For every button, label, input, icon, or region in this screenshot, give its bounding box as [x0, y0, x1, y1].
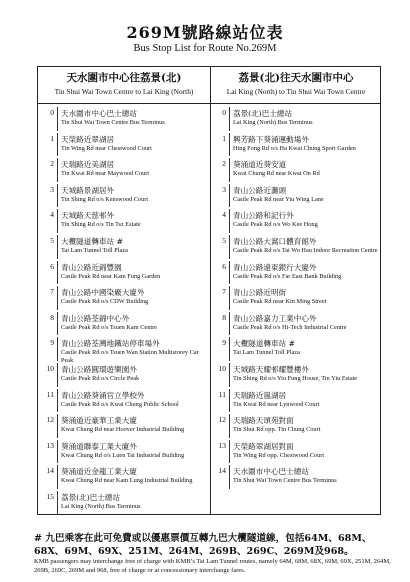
- stop-name-zh: 荔景(北)巴士總站: [61, 493, 121, 502]
- stop-row: [38, 235, 210, 259]
- stop-name-zh: 荔景(北)巴士總站: [233, 109, 293, 118]
- stop-number: 9: [222, 338, 226, 348]
- stop-number: 0: [50, 108, 54, 117]
- stop-bar: [57, 414, 58, 438]
- stop-name-zh: 青山公路近錦豐園: [61, 262, 122, 272]
- stop-name-zh: 青山公路中國染廠大廈外: [61, 288, 145, 298]
- stop-name-zh: 青山公路圓環遊樂園外: [61, 365, 137, 374]
- stop-name-zh: 青山公路嘉力工業中心外: [233, 313, 317, 323]
- stop-row: [38, 184, 210, 208]
- stop-bar: [229, 209, 230, 233]
- stop-bar: [57, 158, 58, 182]
- stop-name-zh: 葵涌道近豪華工業大廈: [61, 416, 137, 426]
- stop-bar: [57, 337, 58, 361]
- stop-number: 12: [218, 415, 226, 425]
- stop-name-en: Castle Peak Rd near Kam Fung Garden: [61, 272, 161, 280]
- stop-number: 7: [50, 287, 54, 297]
- stop-bar: [57, 440, 58, 464]
- stop-bar: [57, 107, 58, 131]
- stop-name-en: Tin Wing Rd opp. Chestwood Court: [233, 451, 325, 459]
- stop-bar: [57, 261, 58, 285]
- stop-row: [210, 158, 382, 182]
- page-subtitle: Bus Stop List for Route No.269M: [133, 43, 277, 54]
- stop-bar: [229, 312, 230, 336]
- stop-number: 4: [222, 210, 226, 220]
- stop-row: [38, 465, 210, 489]
- stop-bar: [229, 363, 230, 387]
- footnote-zh-text: 九巴乘客在此可免費或以優惠票價互轉九巴大欖隧道線，包括64M、68M、68X、69M、69X、251M、264M、269B、269C、269M及968。: [34, 533, 372, 557]
- stop-row: [38, 389, 210, 413]
- stop-bar: [229, 184, 230, 208]
- stop-number: 13: [46, 440, 54, 450]
- stop-number: 3: [222, 184, 226, 194]
- stop-bar: [229, 261, 230, 285]
- stop-row: [38, 414, 210, 438]
- stop-row: [210, 209, 382, 233]
- stop-name-en: Tin Shing Rd o/s Yiu Fung House, Tin Yiu Estate: [233, 375, 358, 382]
- stop-bar: [57, 184, 58, 208]
- stop-name-zh: 天水圍市中心巴士總站: [61, 109, 137, 118]
- left-header-zh: 天水圍市中心往荔景(北): [66, 72, 182, 84]
- stop-row: [210, 133, 382, 157]
- stop-bar: [229, 465, 230, 489]
- stop-name-zh: 葵涌道聯泰工業大廈外: [61, 441, 137, 451]
- stop-name-zh: 天瑞路近美湖居: [61, 160, 115, 170]
- stop-bar: [57, 209, 58, 233]
- stop-name-zh: 青山公路和記行外: [233, 211, 294, 221]
- stop-name-en: Tin Wing Rd near Chestwood Court: [61, 144, 152, 152]
- stop-name-en: Tin Shing Rd o/s Tin Tsz Estate: [61, 221, 141, 229]
- stop-bar: [229, 414, 230, 438]
- right-column-header: [210, 67, 382, 103]
- stop-row: [210, 286, 382, 310]
- stop-bar: [57, 465, 58, 489]
- left-header-en: Tin Shui Wai Town Centre to Lai King (North): [54, 87, 194, 96]
- stop-number: 14: [46, 466, 54, 476]
- stop-row: [38, 107, 210, 131]
- stop-number: 5: [222, 236, 226, 245]
- stop-row: [38, 491, 210, 515]
- stop-number: 8: [222, 312, 226, 322]
- stop-name-zh: 青山公路大窩口體育館外: [233, 237, 317, 246]
- footnote-zh: [34, 532, 389, 558]
- stop-name-en: Tai Lam Tunnel Toll Plaza: [233, 349, 300, 357]
- stop-row: [38, 363, 210, 387]
- stop-bar: [229, 107, 230, 131]
- stop-bar: [229, 158, 230, 182]
- stop-bar: [229, 337, 230, 361]
- stop-number: 11: [218, 389, 226, 399]
- stop-table: [37, 66, 381, 515]
- stop-number: 8: [50, 312, 54, 322]
- stop-row: [38, 209, 210, 233]
- stop-name-en: Tin Kwai Rd near Maywood Court: [61, 170, 150, 178]
- stop-name-en: Castle Peak Rd o/s Wo Kee Hong: [233, 221, 318, 229]
- stop-row: [38, 158, 210, 182]
- stop-bar: [57, 312, 58, 336]
- stop-bar: [229, 133, 230, 157]
- stop-name-en: Kwai Chung Rd near Kam Lung Industrial Building: [61, 477, 193, 485]
- stop-number: 4: [50, 210, 54, 220]
- stop-name-zh: 青山公路荃灣地鐵站停車場外: [61, 339, 160, 349]
- stop-name-en: Lai King (North) Bus Terminus: [61, 503, 141, 510]
- stop-name-en: Tin Shui Wai Town Centre Bus Terminus: [61, 119, 165, 126]
- stop-name-zh: 青山公路荃錦中心外: [61, 313, 130, 323]
- stop-name-en: Kwai Chung Rd o/s Luen Tai Industrial Building: [61, 451, 185, 459]
- stop-bar: [57, 491, 58, 515]
- stop-row: [210, 235, 382, 259]
- stop-name-en: Hing Fong Rd o/s Ha Kwai Chung Sport Garden: [233, 144, 356, 152]
- stop-row: [38, 337, 210, 364]
- stop-name-zh: 天瑞路近嵐湖居: [233, 390, 287, 400]
- stop-bar: [57, 235, 58, 259]
- stop-row: [38, 440, 210, 464]
- page-title: 269M號路線站位表: [126, 23, 284, 42]
- stop-name-zh: 大欖隧道轉車站 #: [233, 339, 295, 349]
- stop-name-en: Tin Shui Wai Town Centre Bus Terminus: [233, 477, 337, 485]
- stop-name-zh: 青山公路遠東銀行大廈外: [233, 262, 317, 272]
- stop-number: 6: [222, 261, 226, 271]
- stop-name-en: Castle Peak Rd o/s Tsuen Kam Centre: [61, 323, 157, 331]
- right-header-zh: 荔景(北)往天水圍市中心: [238, 72, 354, 84]
- stop-number: 13: [218, 440, 226, 450]
- stop-number: 2: [222, 159, 226, 169]
- stop-name-zh: 天水圍市中心巴士總站: [233, 467, 309, 477]
- stop-name-en: Castle Peak Rd o/s Kwai Chung Public School: [61, 400, 179, 408]
- stop-name-zh: 天榮路近翠湖居: [61, 134, 115, 144]
- stop-row: [210, 337, 382, 361]
- stop-row: [210, 184, 382, 208]
- stop-number: 14: [218, 466, 226, 476]
- stop-number: 11: [46, 389, 54, 399]
- stop-bar: [57, 133, 58, 157]
- stop-bar: [57, 286, 58, 310]
- stop-name-zh: 葵涌道近金龍工業大廈: [61, 467, 137, 477]
- stop-name-zh: 天瑞路天頌苑對面: [233, 416, 294, 426]
- stop-number: 2: [50, 159, 54, 169]
- stop-name-zh: 天榮路翠湖居對面: [233, 441, 294, 451]
- stop-row: [210, 261, 382, 285]
- stop-name-en: Kwai Chung Rd near Kwai On Rd: [233, 170, 320, 178]
- stop-row: [210, 414, 382, 438]
- stop-name-en: Kwai Chung Rd near Hoover Industrial Building: [61, 426, 185, 434]
- stop-number: 10: [218, 364, 226, 373]
- stop-name-en: Castle Peak Rd o/s Circle Peak: [61, 375, 140, 382]
- stop-name-en: Castle Peak Rd o/s Far East Bank Building: [233, 272, 342, 280]
- stop-name-zh: 天城路天慈邨外: [61, 211, 115, 221]
- stop-number: 10: [46, 364, 54, 373]
- header-separator: [38, 103, 380, 104]
- stop-number: 0: [222, 108, 226, 117]
- stop-number: 1: [50, 133, 54, 143]
- stop-bar: [229, 286, 230, 310]
- stop-row: [38, 261, 210, 285]
- right-header-en: Lai King (North) to Tin Shui Wai Town Centre: [226, 87, 366, 96]
- stop-name-zh: 葵涌道近葵安道: [233, 160, 287, 170]
- stop-name-en: Castle Peak Rd near Kin Ming Street: [233, 298, 327, 306]
- stop-number: 7: [222, 287, 226, 297]
- stop-name-en: Castle Peak Rd o/s CDW Building: [61, 298, 149, 306]
- stop-name-en: Castle Peak Rd o/s Tsuen Wan Station Multistorey Car Peak: [61, 349, 199, 364]
- stop-name-zh: 青山公路近灘頭: [233, 185, 287, 195]
- stop-bar: [57, 363, 58, 387]
- stop-row: [210, 312, 382, 336]
- stop-number: 12: [46, 415, 54, 425]
- stop-bar: [57, 389, 58, 413]
- stop-name-en: Castle Peak Rd near Yiu Wing Lane: [233, 195, 324, 203]
- stop-bar: [229, 235, 230, 259]
- stop-row: [38, 286, 210, 310]
- stop-name-en: Tin Shui Rd opp. Tin Chung Court: [233, 426, 321, 434]
- stop-name-zh: 青山公路近明街: [233, 288, 287, 298]
- stop-number: 5: [50, 236, 54, 245]
- stop-name-zh: 興芳路下葵涌運動場外: [233, 134, 309, 144]
- left-column-header: [38, 67, 210, 103]
- stop-name-en: Lai King (North) Bus Terminus: [233, 119, 313, 126]
- footnote-en: KMB passengers may interchange free of charge with KMB’s Tai Lam Tunnel routes, namely 64M, 68M, 68X, 69M, 69X, 251M, 264M, 269B, 269C, 269M and 968, free of charge or at concessionary interchange fares.: [34, 558, 391, 574]
- stop-name-en: Castle Peak Rd o/s Hi-Tech Industrial Centre: [233, 323, 347, 331]
- stop-name-zh: 大欖隧道轉車站 #: [61, 237, 123, 246]
- stop-number: 15: [46, 492, 54, 501]
- stop-row: [210, 440, 382, 464]
- stop-bar: [229, 389, 230, 413]
- stop-name-zh: 天城路景湖居外: [61, 185, 115, 195]
- stop-number: 6: [50, 261, 54, 271]
- stop-name-en: Tin Shing Rd o/s Kenswood Court: [61, 195, 149, 203]
- stop-name-en: Tin Kwai Rd near Lynwood Court: [233, 400, 320, 408]
- stop-name-en: Tai Lam Tunnel Toll Plaza: [61, 247, 128, 254]
- stop-number: 3: [50, 184, 54, 194]
- stop-row: [210, 465, 382, 489]
- stop-number: 9: [50, 338, 54, 348]
- stop-row: [210, 107, 382, 131]
- stop-bar: [229, 440, 230, 464]
- stop-row: [210, 389, 382, 413]
- stop-name-en: Castle Peak Rd o/s Tai Wo Hau Indoor Recreation Centre: [233, 247, 378, 254]
- stop-name-zh: 天城路天耀邨耀豐樓外: [233, 365, 309, 374]
- stop-row: [38, 312, 210, 336]
- stop-row: [210, 363, 382, 387]
- stop-name-zh: 青山公路葵涌官立學校外: [61, 390, 145, 400]
- stop-row: [38, 133, 210, 157]
- stop-number: 1: [222, 133, 226, 143]
- footnote-bullet: #: [34, 533, 43, 544]
